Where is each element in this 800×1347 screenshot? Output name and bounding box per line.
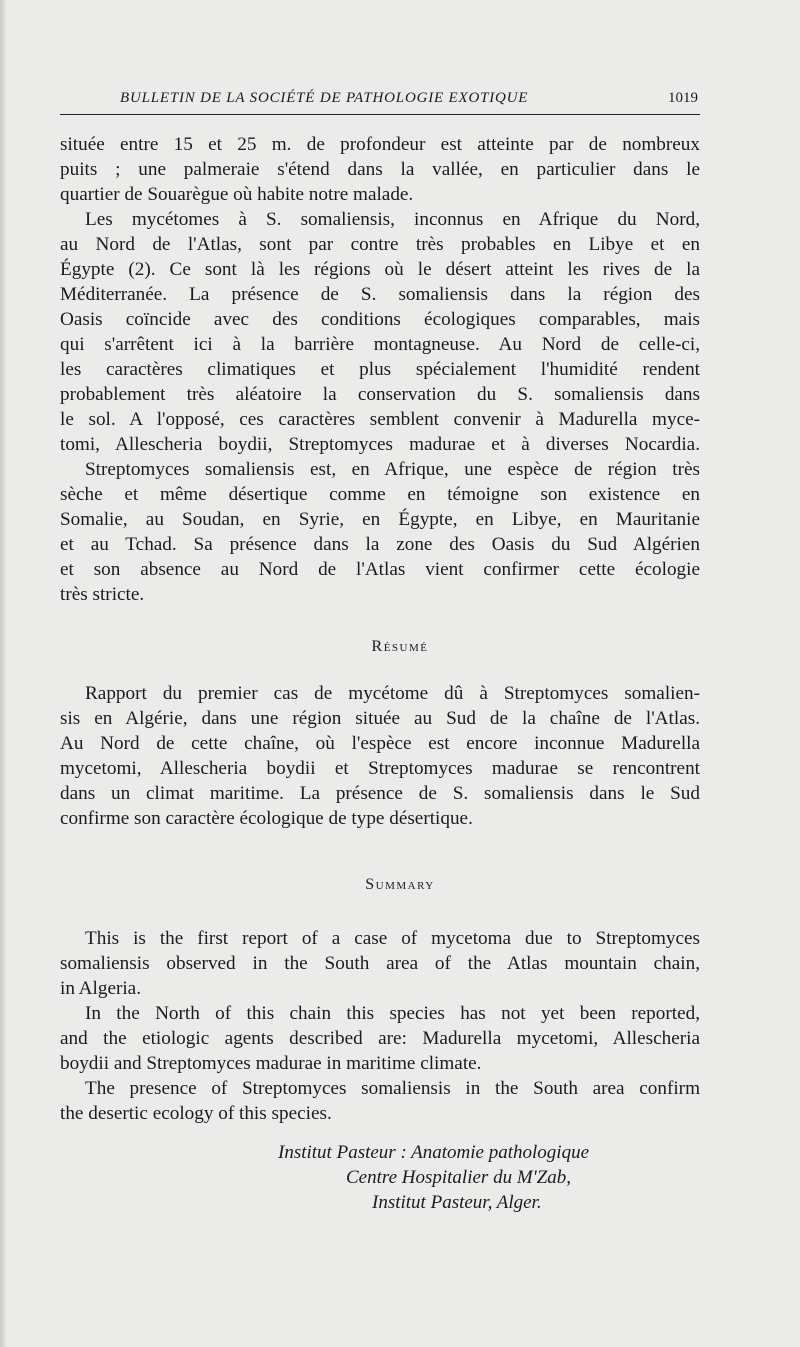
body-line: Méditerranée. La présence de S. somaliensis dans la région des	[60, 284, 700, 305]
body-line: Égypte (2). Ce sont là les régions où le désert atteint les rives de la	[60, 259, 700, 280]
summary-line: in Algeria.	[60, 978, 141, 999]
body-line: sèche et même désertique comme en témoigne son existence en	[60, 484, 700, 505]
affiliation-line: Centre Hospitalier du M'Zab,	[346, 1167, 572, 1188]
running-header	[60, 88, 700, 115]
resume-line: Au Nord de cette chaîne, où l'espèce est encore inconnue Madurella	[60, 733, 700, 754]
summary-line: somaliensis observed in the South area of the Atlas mountain chain,	[60, 953, 700, 974]
journal-title: BULLETIN DE LA SOCIÉTÉ DE PATHOLOGIE EXOTIQUE	[120, 90, 529, 106]
body-line: puits ; une palmeraie s'étend dans la vallée, en particulier dans le	[60, 159, 700, 180]
body-line: et au Tchad. Sa présence dans la zone des Oasis du Sud Algérien	[60, 534, 700, 555]
summary-text	[60, 926, 700, 1126]
summary-line: boydii and Streptomyces madurae in maritime climate.	[60, 1053, 482, 1074]
resume-line: sis en Algérie, dans une région située au Sud de la chaîne de l'Atlas.	[60, 708, 700, 729]
body-line: et son absence au Nord de l'Atlas vient confirmer cette écologie	[60, 559, 700, 580]
affiliation-line: Institut Pasteur, Alger.	[372, 1192, 542, 1213]
body-line: Les mycétomes à S. somaliensis, inconnus en Afrique du Nord,	[85, 209, 700, 230]
body-line: située entre 15 et 25 m. de profondeur est atteinte par de nombreux	[60, 134, 700, 155]
page-edge-shadow	[0, 0, 6, 1347]
resume-line: confirme son caractère écologique de type désertique.	[60, 808, 473, 829]
body-text	[60, 132, 700, 607]
summary-line: This is the first report of a case of mycetoma due to Streptomyces	[85, 928, 700, 949]
summary-line: In the North of this chain this species has not yet been reported,	[85, 1003, 700, 1024]
resume-heading: Résumé	[371, 638, 429, 655]
summary-heading: Summary	[365, 876, 435, 893]
summary-line: and the etiologic agents described are: Madurella mycetomi, Allescheria	[60, 1028, 700, 1049]
summary-line: The presence of Streptomyces somaliensis in the South area confirm	[85, 1078, 700, 1099]
body-line: le sol. A l'opposé, ces caractères semblent convenir à Madurella myce-	[60, 409, 700, 430]
body-line: probablement très aléatoire la conservation du S. somaliensis dans	[60, 384, 700, 405]
body-line: tomi, Allescheria boydii, Streptomyces madurae et à diverses Nocardia.	[60, 434, 700, 455]
page-number: 1019	[668, 90, 698, 106]
body-line: Oasis coïncide avec des conditions écologiques comparables, mais	[60, 309, 700, 330]
body-line: très stricte.	[60, 584, 145, 605]
body-line: au Nord de l'Atlas, sont par contre très probables en Libye et en	[60, 234, 700, 255]
body-line: quartier de Souarègue où habite notre malade.	[60, 184, 414, 205]
resume-line: Rapport du premier cas de mycétome dû à Streptomyces somalien-	[85, 683, 700, 704]
resume-text	[60, 681, 700, 831]
body-line: Streptomyces somaliensis est, en Afrique, une espèce de région très	[85, 459, 700, 480]
body-line: qui s'arrêtent ici à la barrière montagneuse. Au Nord de celle-ci,	[60, 334, 700, 355]
body-line: Somalie, au Soudan, en Syrie, en Égypte, en Libye, en Mauritanie	[60, 509, 700, 530]
resume-line: dans un climat maritime. La présence de S. somaliensis dans le Sud	[60, 783, 700, 804]
resume-line: mycetomi, Allescheria boydii et Streptomyces madurae se rencontrent	[60, 758, 700, 779]
affiliation-line: Institut Pasteur : Anatomie pathologique	[278, 1142, 590, 1163]
body-line: les caractères climatiques et plus spécialement l'humidité rendent	[60, 359, 700, 380]
summary-line: the desertic ecology of this species.	[60, 1103, 332, 1124]
